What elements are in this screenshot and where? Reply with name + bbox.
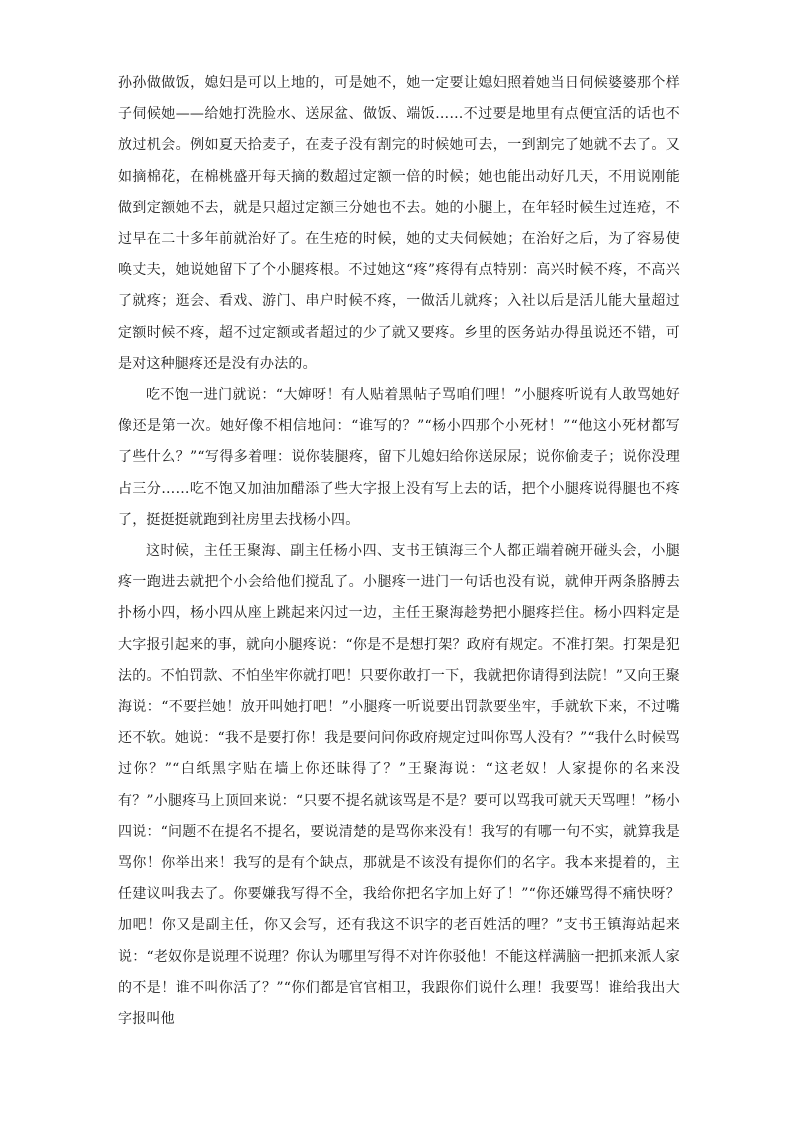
paragraph-3: 这时候，主任王聚海、副主任杨小四、支书王镇海三个人都正端着碗开碰头会，小腿疼一跑进去就把个小会给他们搅乱了。小腿疼一进门一句话也没有说，就伸开两条胳膊去扑杨小四，杨小四从座上跳起来闪过一边，主任王聚海趁势把小腿疼拦住。杨小四料定是大字报引起来的事，就向小腿疼说：“你是不是想打架？政府有规定。不准打架。打架是犯法的。不怕罚款、不怕坐牢你就打吧！只要你敢打一下，我就把你请得到法院！”又向王聚海说：“不要拦她！放开叫她打吧！”小腿疼一听说要出罚款要坐牢，手就软下来，不过嘴还不软。她说：“我不是要打你！我是要问问你政府规定过叫你骂人没有？”“我什么时候骂过你？”“白纸黑字贴在墙上你还昧得了？”王聚海说：“这老奴！人家提你的名来没有？”小腿疼马上顶回来说：“只要不提名就该骂是不是？要可以骂我可就天天骂哩！”杨小四说：“问题不在提名不提名，要说清楚的是骂你来没有！我写的有哪一句不实，就算我是骂你！你举出来！我写的是有个缺点，那就是不该没有提你们的名字。我本来提着的，主任建议叫我去了。你要嫌我写得不全，我给你把名字加上好了！”“你还嫌骂得不痛快呀？加吧！你又是副主任，你又会写，还有我这不识字的老百姓活的哩？”支书王镇海站起来说：“老奴你是说理不说理？你认为哪里写得不对许你驳他！不能这样满脑一把抓来派人家的不是！谁不叫你活了？”“你们都是官官相卫，我跟你们说什么理！我要骂！谁给我出大字报叫他: [118, 543, 680, 1028]
paragraph-1: 孙孙做做饭，媳妇是可以上地的，可是她不，她一定要让媳妇照着她当日伺候婆婆那个样子伺候她——给她打洗脸水、送尿盆、做饭、端饭……不过要是地里有点便宜活的话也不放过机会。例如夏天拾麦子，在麦子没有割完的时候她可去，一到割完了她就不去了。又如摘棉花，在棉桃盛开每天摘的数超过定额一倍的时候；她也能出动好几天，不用说刚能做到定额她不去，就是只超过定额三分她也不去。她的小腿上，在年轻时候生过连疮，不过早在二十多年前就治好了。在生疮的时候，她的丈夫伺候她；在治好之后，为了容易使唤丈夫，她说她留下了个小腿疼根。不过她这“疼”疼得有点特别：高兴时候不疼，不高兴了就疼；逛会、看戏、游门、串户时候不疼，一做活儿就疼；入社以后是活儿能大量超过定额时候不疼，超不过定额或者超过的少了就又要疼。乡里的医务站办得虽说还不错，可是对这种腿疼还是没有办法的。: [118, 75, 680, 372]
paragraph-2: 吃不饱一进门就说：“大婶呀！有人贴着黑帖子骂咱们哩！”小腿疼听说有人敢骂她好像还是第一次。她好像不相信地问：“谁写的？”“杨小四那个小死材！”“他这小死材都写了些什么？”“写得多着哩：说你装腿疼，留下儿媳妇给你送尿尿；说你偷麦子；说你没理占三分……吃不饱又加油加醋添了些大字报上没有写上去的话，把个小腿疼说得腿也不疼了，挺挺挺就跑到社房里去找杨小四。: [118, 387, 680, 528]
article-body: [118, 68, 680, 1035]
